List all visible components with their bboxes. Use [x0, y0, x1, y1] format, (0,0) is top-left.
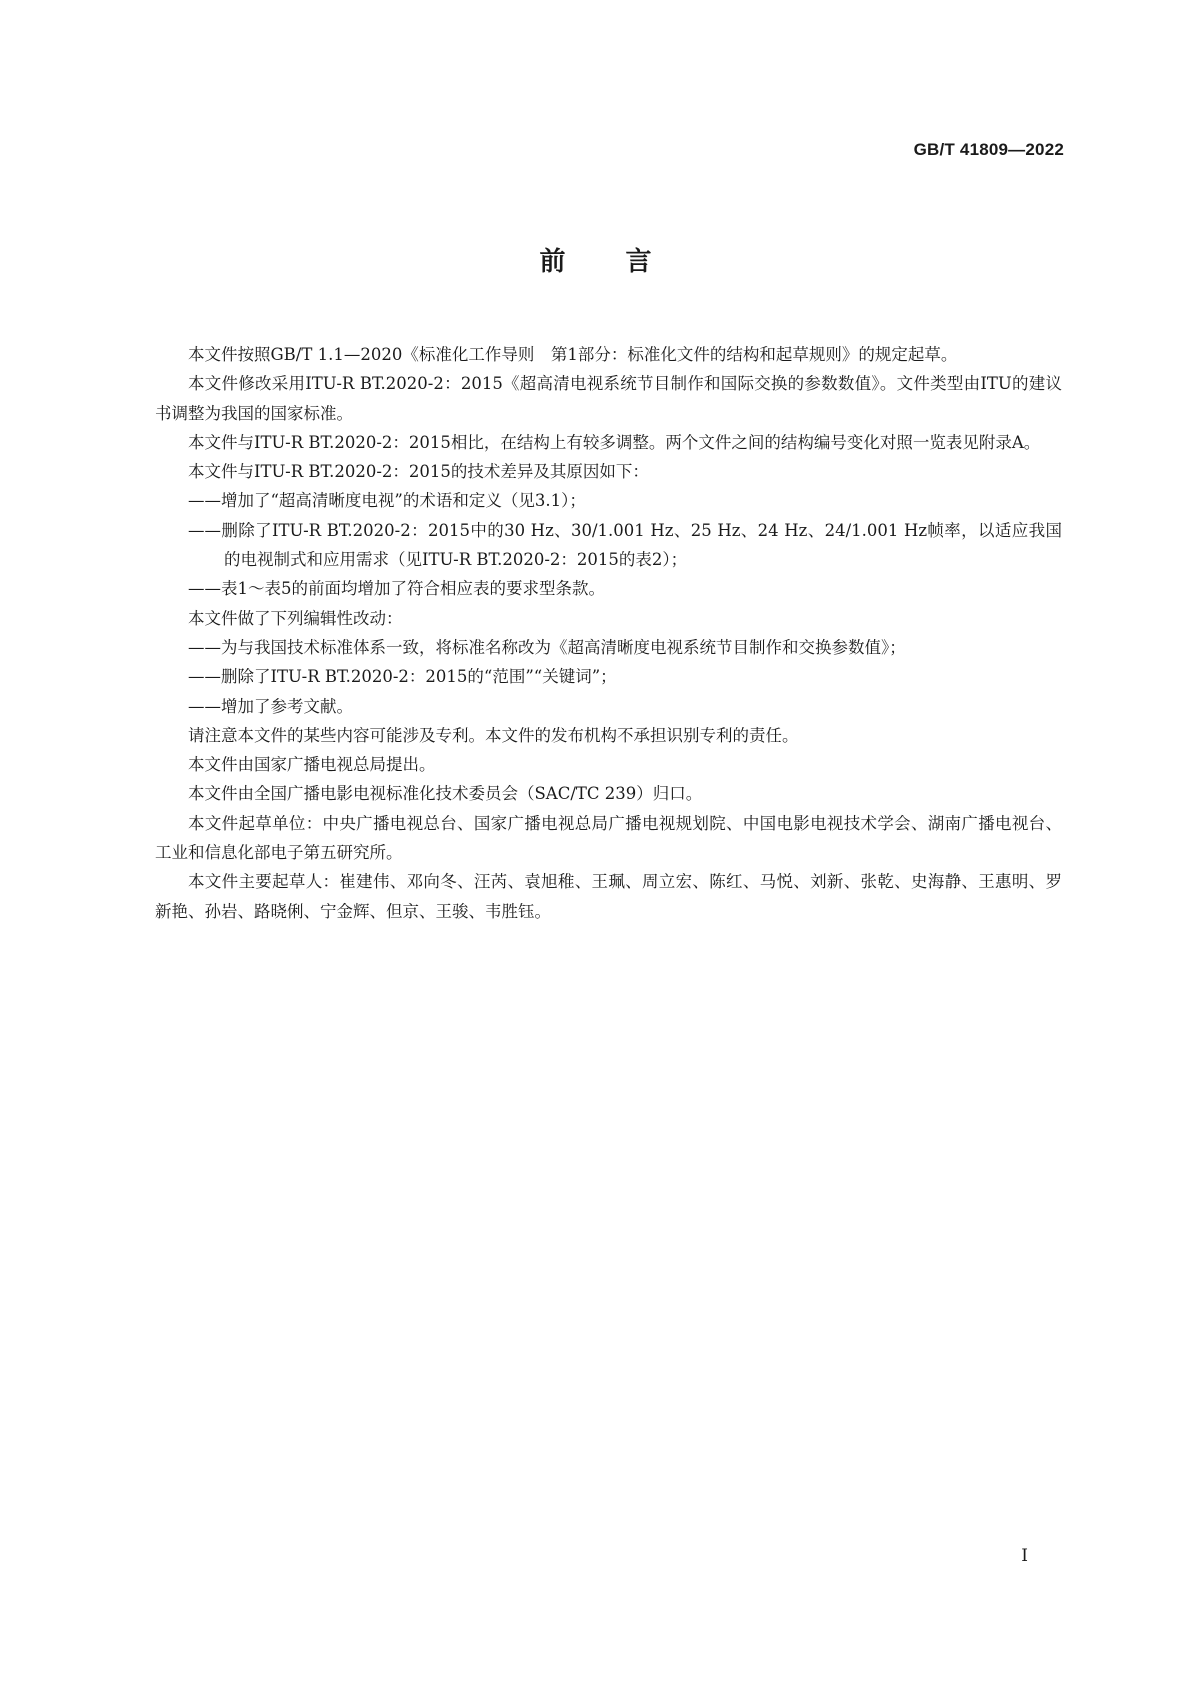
foreword-body	[155, 340, 1062, 926]
page-number: I	[1021, 1546, 1028, 1566]
paragraph-editorial-changes: 本文件做了下列编辑性改动：	[188, 608, 403, 628]
document-code: GB/T 41809—2022	[913, 140, 1064, 159]
paragraph-structure-changes: 本文件与ITU-R BT.2020-2：2015相比，在结构上有较多调整。两个文件之间的结构编号变化对照一览表见附录A。	[188, 432, 1041, 452]
paragraph-technical-committee: 本文件由全国广播电影电视标准化技术委员会（SAC/TC 239）归口。	[188, 784, 703, 804]
paragraph-proposer: 本文件由国家广播电视总局提出。	[188, 755, 436, 775]
paragraph-drafters: 本文件主要起草人：崔建伟、邓向冬、汪芮、袁旭稚、王珮、周立宏、陈红、马悦、刘新、张乾、史海静、王惠明、罗新艳、孙岩、路晓俐、宁金辉、但京、王骏、韦胜钰。	[155, 872, 1062, 921]
list-item: ——删除了ITU-R BT.2020-2：2015中的30 Hz、30/1.001 Hz、25 Hz、24 Hz、24/1.001 Hz帧率，以适应我国的电视制式和应用需求（见ITU-R BT.2020-2：2015的表2）；	[188, 520, 1062, 570]
list-item: ——表1～表5的前面均增加了符合相应表的要求型条款。	[188, 579, 605, 599]
paragraph-patent-notice: 请注意本文件的某些内容可能涉及专利。本文件的发布机构不承担识别专利的责任。	[188, 725, 799, 745]
paragraph-adoption: 本文件修改采用ITU-R BT.2020-2：2015《超高清电视系统节目制作和国际交换的参数数值》。文件类型由ITU的建议书调整为我国的国家标准。	[155, 374, 1062, 423]
list-item: ——为与我国技术标准体系一致，将标准名称改为《超高清晰度电视系统节目制作和交换参数值》；	[188, 637, 906, 657]
paragraph-technical-differences: 本文件与ITU-R BT.2020-2：2015的技术差异及其原因如下：	[188, 462, 649, 482]
paragraph-drafting-rules: 本文件按照GB/T 1.1—2020《标准化工作导则 第1部分：标准化文件的结构和起草规则》的规定起草。	[188, 345, 958, 364]
list-item: ——删除了ITU-R BT.2020-2：2015的“范围”“关键词”；	[188, 667, 617, 687]
list-item: ——增加了参考文献。	[188, 696, 353, 716]
paragraph-drafting-units: 本文件起草单位：中央广播电视总台、国家广播电视总局广播电视规划院、中国电影电视技术学会、湖南广播电视台、工业和信息化部电子第五研究所。	[155, 813, 1062, 863]
page-title: 前言	[539, 247, 712, 277]
list-item: ——增加了“超高清晰度电视”的术语和定义（见3.1）；	[188, 491, 586, 511]
